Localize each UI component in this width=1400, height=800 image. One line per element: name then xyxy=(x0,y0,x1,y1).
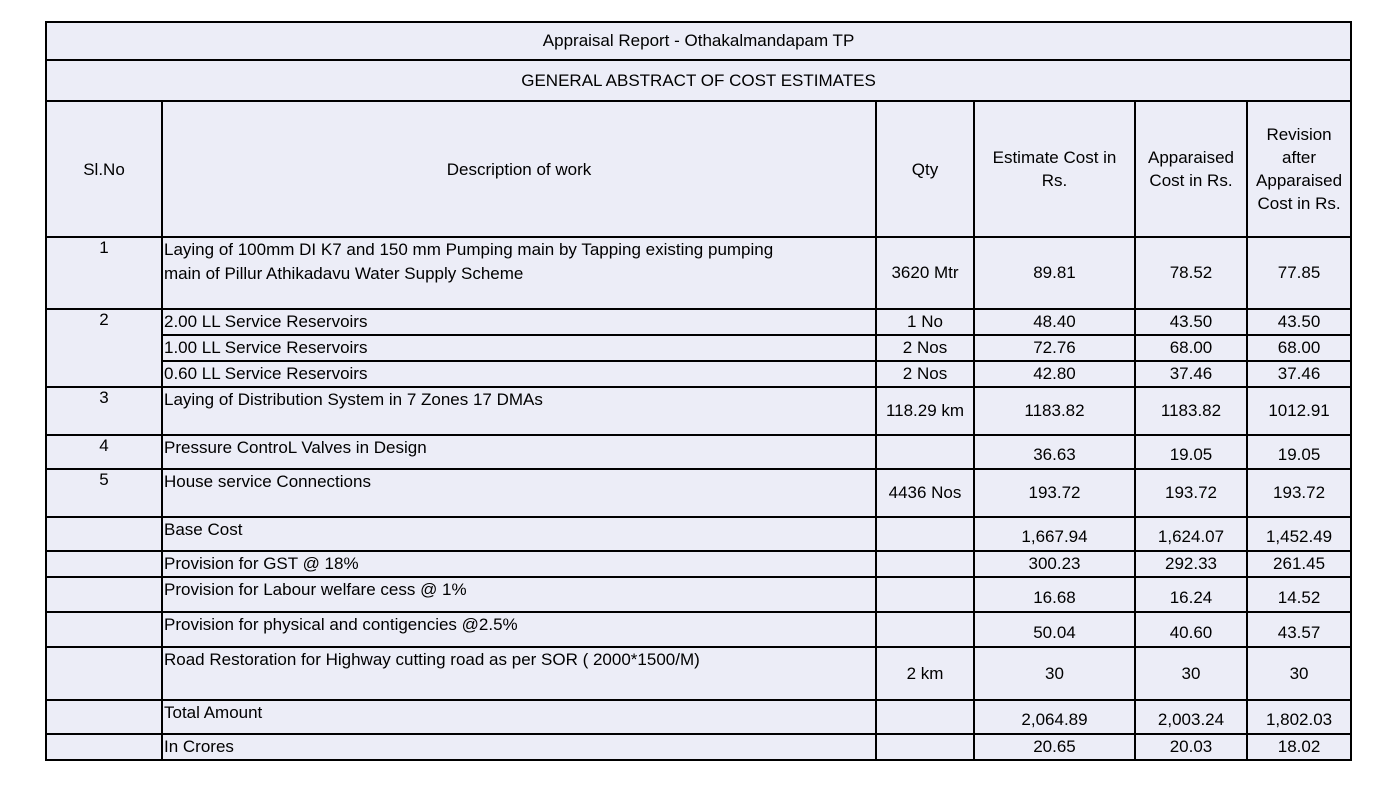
row-qty: 1 No xyxy=(876,309,974,335)
row-description: Pressure ControL Valves in Design xyxy=(162,435,876,469)
row-appraised: 37.46 xyxy=(1135,361,1247,387)
table-row xyxy=(46,734,1351,760)
table-row xyxy=(46,335,1351,361)
table-row xyxy=(46,435,1351,469)
table-row xyxy=(46,517,1351,551)
row-qty: 2 Nos xyxy=(876,335,974,361)
header-revision-line4: Cost in Rs. xyxy=(1257,194,1341,213)
row-estimate: 42.80 xyxy=(974,361,1135,387)
row-slno: 2 xyxy=(46,309,162,387)
header-estimate-line2: Rs. xyxy=(1041,171,1068,190)
table-row xyxy=(46,309,1351,335)
row-slno xyxy=(46,577,162,612)
row-description-line2: main of Pillur Athikadavu Water Supply Scheme xyxy=(164,264,524,283)
row-estimate: 193.72 xyxy=(974,469,1135,517)
row-revision: 68.00 xyxy=(1247,335,1351,361)
row-qty xyxy=(876,435,974,469)
row-revision: 14.52 xyxy=(1247,577,1351,612)
row-appraised: 40.60 xyxy=(1135,612,1247,647)
cost-estimate-table xyxy=(45,21,1352,761)
row-description: 1.00 LL Service Reservoirs xyxy=(162,335,876,361)
row-description: Provision for Labour welfare cess @ 1% xyxy=(162,577,876,612)
row-estimate: 20.65 xyxy=(974,734,1135,760)
row-estimate: 2,064.89 xyxy=(974,700,1135,734)
table-row xyxy=(46,387,1351,435)
table-row xyxy=(46,469,1351,517)
header-estimate-line1: Estimate Cost in xyxy=(992,148,1117,167)
row-appraised: 68.00 xyxy=(1135,335,1247,361)
row-description: House service Connections xyxy=(162,469,876,517)
row-description: Provision for physical and contigencies @2.5% xyxy=(162,612,876,647)
header-row xyxy=(46,101,1351,237)
row-estimate: 89.81 xyxy=(974,237,1135,309)
row-revision: 1012.91 xyxy=(1247,387,1351,435)
row-slno: 3 xyxy=(46,387,162,435)
row-revision: 37.46 xyxy=(1247,361,1351,387)
row-qty: 3620 Mtr xyxy=(876,237,974,309)
row-description: In Crores xyxy=(162,734,876,760)
header-qty: Qty xyxy=(876,101,974,237)
report-title-row xyxy=(46,22,1351,60)
row-slno xyxy=(46,647,162,700)
row-description: Total Amount xyxy=(162,700,876,734)
table-row xyxy=(46,361,1351,387)
row-slno xyxy=(46,517,162,551)
row-revision: 30 xyxy=(1247,647,1351,700)
row-revision: 1,452.49 xyxy=(1247,517,1351,551)
header-appraised-line2: Cost in Rs. xyxy=(1149,171,1233,190)
row-estimate: 72.76 xyxy=(974,335,1135,361)
row-revision: 77.85 xyxy=(1247,237,1351,309)
row-qty: 2 Nos xyxy=(876,361,974,387)
row-slno: 5 xyxy=(46,469,162,517)
abstract-title: GENERAL ABSTRACT OF COST ESTIMATES xyxy=(46,60,1351,101)
row-estimate: 300.23 xyxy=(974,551,1135,577)
header-estimate-cost xyxy=(974,101,1135,237)
row-appraised: 193.72 xyxy=(1135,469,1247,517)
table-row xyxy=(46,647,1351,700)
table-row xyxy=(46,237,1351,309)
row-revision: 43.50 xyxy=(1247,309,1351,335)
row-estimate: 16.68 xyxy=(974,577,1135,612)
row-qty xyxy=(876,700,974,734)
header-description: Description of work xyxy=(162,101,876,237)
row-slno xyxy=(46,734,162,760)
row-qty xyxy=(876,612,974,647)
row-estimate: 30 xyxy=(974,647,1135,700)
row-description: 0.60 LL Service Reservoirs xyxy=(162,361,876,387)
row-estimate: 36.63 xyxy=(974,435,1135,469)
row-description: 2.00 LL Service Reservoirs xyxy=(162,309,876,335)
row-revision: 1,802.03 xyxy=(1247,700,1351,734)
abstract-title-row xyxy=(46,60,1351,101)
row-appraised: 1183.82 xyxy=(1135,387,1247,435)
row-estimate: 1183.82 xyxy=(974,387,1135,435)
row-qty xyxy=(876,577,974,612)
row-description: Base Cost xyxy=(162,517,876,551)
row-qty xyxy=(876,734,974,760)
header-revision-line3: Apparaised xyxy=(1256,171,1343,190)
row-revision: 43.57 xyxy=(1247,612,1351,647)
header-appraised-line1: Apparaised xyxy=(1147,148,1234,167)
row-slno xyxy=(46,612,162,647)
table-row xyxy=(46,700,1351,734)
row-revision: 18.02 xyxy=(1247,734,1351,760)
row-appraised: 43.50 xyxy=(1135,309,1247,335)
row-qty: 2 km xyxy=(876,647,974,700)
row-revision: 261.45 xyxy=(1247,551,1351,577)
row-appraised: 1,624.07 xyxy=(1135,517,1247,551)
header-revision-cost xyxy=(1247,101,1351,237)
row-description: Road Restoration for Highway cutting road as per SOR ( 2000*1500/M) xyxy=(162,647,876,700)
row-qty xyxy=(876,551,974,577)
row-revision: 19.05 xyxy=(1247,435,1351,469)
header-revision-line1: Revision xyxy=(1266,125,1332,144)
table-row xyxy=(46,612,1351,647)
row-description: Laying of Distribution System in 7 Zones 17 DMAs xyxy=(162,387,876,435)
row-description-line1: Laying of 100mm DI K7 and 150 mm Pumping main by Tapping existing pumping xyxy=(164,240,774,259)
row-appraised: 78.52 xyxy=(1135,237,1247,309)
report-title: Appraisal Report - Othakalmandapam TP xyxy=(46,22,1351,60)
row-qty: 4436 Nos xyxy=(876,469,974,517)
row-qty xyxy=(876,517,974,551)
header-revision-line2: after xyxy=(1282,148,1317,167)
header-slno: Sl.No xyxy=(46,101,162,237)
row-qty: 118.29 km xyxy=(876,387,974,435)
row-estimate: 1,667.94 xyxy=(974,517,1135,551)
row-appraised: 16.24 xyxy=(1135,577,1247,612)
row-slno: 1 xyxy=(46,237,162,309)
header-appraised-cost xyxy=(1135,101,1247,237)
row-estimate: 48.40 xyxy=(974,309,1135,335)
table-row xyxy=(46,577,1351,612)
row-estimate: 50.04 xyxy=(974,612,1135,647)
row-slno xyxy=(46,551,162,577)
row-appraised: 2,003.24 xyxy=(1135,700,1247,734)
row-slno: 4 xyxy=(46,435,162,469)
table-row xyxy=(46,551,1351,577)
row-slno xyxy=(46,700,162,734)
row-appraised: 20.03 xyxy=(1135,734,1247,760)
row-description xyxy=(162,237,876,309)
row-revision: 193.72 xyxy=(1247,469,1351,517)
row-appraised: 30 xyxy=(1135,647,1247,700)
row-description: Provision for GST @ 18% xyxy=(162,551,876,577)
row-appraised: 19.05 xyxy=(1135,435,1247,469)
row-appraised: 292.33 xyxy=(1135,551,1247,577)
